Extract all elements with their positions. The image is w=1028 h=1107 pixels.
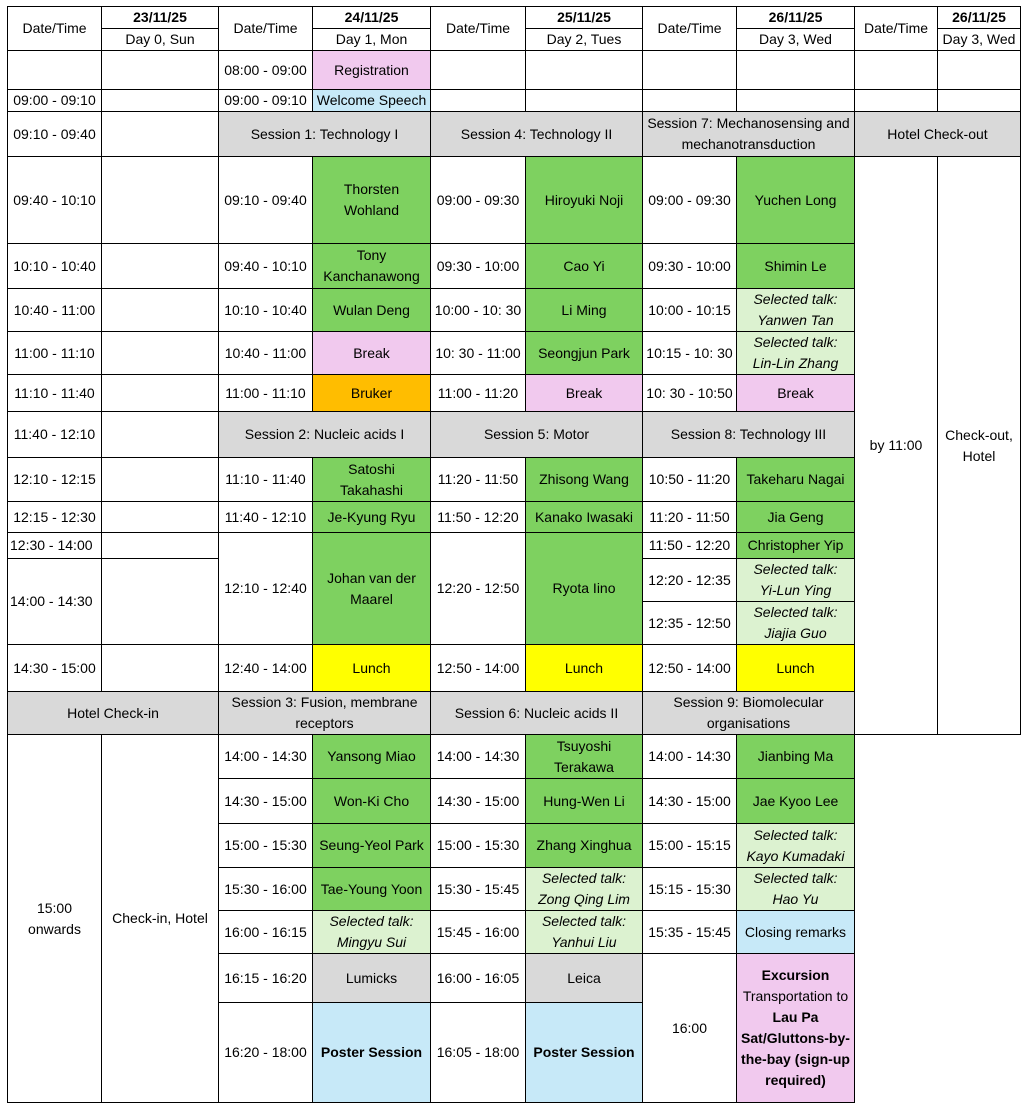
talk-speaker: Yansong Miao	[313, 735, 431, 779]
checkin-onwards: 15:00 onwards	[8, 735, 102, 1103]
empty-cell	[102, 533, 219, 559]
day3-date: 26/11/25	[737, 7, 855, 29]
day2-time: 10: 30 - 11:00	[431, 332, 526, 375]
day1-time: 16:15 - 16:20	[219, 954, 313, 1003]
day0-time: 11:40 - 12:10	[8, 412, 102, 458]
day2-time: 09:00 - 09:30	[431, 157, 526, 244]
day0-time: 12:30 - 14:00	[8, 533, 102, 559]
talk-speaker: Cao Yi	[526, 244, 643, 289]
selected-talk	[737, 289, 855, 332]
checkout-day-label: Day 3, Wed	[938, 29, 1021, 51]
day3-time: 11:50 - 12:20	[643, 533, 737, 559]
empty-cell	[737, 90, 855, 112]
talk-speaker: Hung-Wen Li	[526, 779, 643, 824]
day1-time: 09:40 - 10:10	[219, 244, 313, 289]
empty-cell	[431, 90, 526, 112]
day2-time: 15:30 - 15:45	[431, 868, 526, 911]
talk-speaker: Kanako Iwasaki	[526, 502, 643, 533]
empty-cell	[102, 375, 219, 412]
selected-talk-speaker: Hao Yu	[772, 891, 819, 907]
day2-time: 12:50 - 14:00	[431, 645, 526, 692]
talk-speaker: Seung-Yeol Park	[313, 824, 431, 868]
empty-cell	[102, 244, 219, 289]
talk-speaker: Christopher Yip	[737, 533, 855, 559]
session-title: Session 3: Fusion, membrane receptors	[219, 692, 431, 735]
day2-time: 14:00 - 14:30	[431, 735, 526, 779]
datetime-header: Date/Time	[431, 7, 526, 51]
empty-cell	[102, 289, 219, 332]
day0-time: 09:40 - 10:10	[8, 157, 102, 244]
session-title: Session 6: Nucleic acids II	[431, 692, 643, 735]
talk-speaker: Jia Geng	[737, 502, 855, 533]
day2-time: 16:05 - 18:00	[431, 1003, 526, 1103]
conference-schedule-table	[7, 6, 1021, 1103]
excursion-transport: Transportation to	[742, 988, 849, 1004]
selected-talk-label: Selected talk:	[753, 604, 838, 620]
day3-time: 10: 30 - 10:50	[643, 375, 737, 412]
talk-speaker: Takeharu Nagai	[737, 458, 855, 502]
empty-cell	[855, 90, 938, 112]
selected-talk	[737, 559, 855, 602]
day3-time: 16:00	[643, 954, 737, 1103]
selected-talk-speaker: Mingyu Sui	[336, 934, 407, 950]
selected-talk	[737, 602, 855, 645]
talk-speaker: Li Ming	[526, 289, 643, 332]
day1-time: 08:00 - 09:00	[219, 51, 313, 90]
empty-cell	[102, 90, 219, 112]
excursion-destination: Lau Pa Sat/Gluttons-by-the-bay (sign-up required)	[741, 1009, 850, 1088]
talk-speaker: Johan van der Maarel	[313, 533, 431, 645]
welcome-speech-cell: Welcome Speech	[313, 90, 431, 112]
day1-time: 11:10 - 11:40	[219, 458, 313, 502]
talk-speaker: Jae Kyoo Lee	[737, 779, 855, 824]
selected-talk-label: Selected talk:	[753, 826, 838, 843]
datetime-header: Date/Time	[643, 7, 737, 51]
day0-time: 14:00 - 14:30	[8, 559, 102, 645]
day0-time: 10:40 - 11:00	[8, 289, 102, 332]
empty-cell	[102, 332, 219, 375]
day1-time: 12:40 - 14:00	[219, 645, 313, 692]
session-title: Session 5: Motor	[431, 412, 643, 458]
day0-time: 11:10 - 11:40	[8, 375, 102, 412]
day3-time: 11:20 - 11:50	[643, 502, 737, 533]
day2-time: 15:00 - 15:30	[431, 824, 526, 868]
talk-speaker: Satoshi Takahashi	[313, 458, 431, 502]
day3-time: 15:15 - 15:30	[643, 868, 737, 911]
day0-label: Day 0, Sun	[102, 29, 219, 51]
selected-talk-speaker: Yanwen Tan	[757, 312, 834, 328]
day1-time: 09:10 - 09:40	[219, 157, 313, 244]
empty-cell	[643, 51, 737, 90]
talk-speaker: Seongjun Park	[526, 332, 643, 375]
day3-time: 10:00 - 10:15	[643, 289, 737, 332]
day1-label: Day 1, Mon	[313, 29, 431, 51]
selected-talk-label: Selected talk:	[753, 334, 838, 350]
empty-cell	[938, 90, 1021, 112]
datetime-header: Date/Time	[855, 7, 938, 51]
checkout-time: by 11:00	[855, 157, 938, 735]
checkout-text: Check-out, Hotel	[938, 157, 1021, 735]
empty-cell	[102, 157, 219, 244]
talk-speaker: Zhang Xinghua	[526, 824, 643, 868]
sponsor-bruker-cell: Bruker	[313, 375, 431, 412]
day3-time: 15:35 - 15:45	[643, 911, 737, 954]
empty-cell	[102, 559, 219, 645]
talk-speaker: Ryota Iino	[526, 533, 643, 645]
empty-cell	[431, 51, 526, 90]
selected-talk	[737, 824, 855, 868]
lunch-cell: Lunch	[526, 645, 643, 692]
empty-cell	[8, 51, 102, 90]
hotel-checkout-banner: Hotel Check-out	[855, 112, 1021, 157]
day2-time: 10:00 - 10: 30	[431, 289, 526, 332]
day1-time: 16:00 - 16:15	[219, 911, 313, 954]
selected-talk-speaker: Yanhui Liu	[551, 934, 617, 950]
day1-date: 24/11/25	[313, 7, 431, 29]
day2-time: 11:20 - 11:50	[431, 458, 526, 502]
day3-time: 09:30 - 10:00	[643, 244, 737, 289]
checkout-day-date: 26/11/25	[938, 7, 1021, 29]
selected-talk-speaker: Yi-Lun Ying	[759, 582, 832, 598]
datetime-header: Date/Time	[219, 7, 313, 51]
day0-time: 12:10 - 12:15	[8, 458, 102, 502]
day2-time: 15:45 - 16:00	[431, 911, 526, 954]
selected-talk	[526, 868, 643, 911]
day3-time: 14:30 - 15:00	[643, 779, 737, 824]
talk-speaker: Jianbing Ma	[737, 735, 855, 779]
lunch-cell: Lunch	[313, 645, 431, 692]
day2-time: 11:50 - 12:20	[431, 502, 526, 533]
empty-cell	[526, 51, 643, 90]
empty-cell	[102, 645, 219, 692]
talk-speaker: Wulan Deng	[313, 289, 431, 332]
day1-time: 10:40 - 11:00	[219, 332, 313, 375]
selected-talk-speaker: Jiajia Guo	[764, 625, 827, 641]
day1-time: 14:00 - 14:30	[219, 735, 313, 779]
selected-talk	[737, 868, 855, 911]
checkin-text: Check-in, Hotel	[102, 735, 219, 1103]
poster-session-cell: Poster Session	[526, 1003, 643, 1103]
selected-talk-label: Selected talk:	[753, 870, 838, 886]
day1-time: 16:20 - 18:00	[219, 1003, 313, 1103]
sponsor-leica-cell: Leica	[526, 954, 643, 1003]
day1-time: 11:40 - 12:10	[219, 502, 313, 533]
day3-time: 15:00 - 15:15	[643, 824, 737, 868]
session-title: Session 7: Mechanosensing and mechanotransduction	[643, 112, 855, 157]
selected-talk-speaker: Lin-Lin Zhang	[752, 355, 839, 371]
day2-time: 14:30 - 15:00	[431, 779, 526, 824]
selected-talk	[737, 332, 855, 375]
day2-date: 25/11/25	[526, 7, 643, 29]
empty-cell	[737, 51, 855, 90]
empty-cell	[526, 90, 643, 112]
day1-time: 11:00 - 11:10	[219, 375, 313, 412]
day2-label: Day 2, Tues	[526, 29, 643, 51]
day3-time: 12:20 - 12:35	[643, 559, 737, 602]
day3-time: 12:35 - 12:50	[643, 602, 737, 645]
poster-session-cell: Poster Session	[313, 1003, 431, 1103]
selected-talk-label: Selected talk:	[541, 913, 627, 929]
day0-time: 14:30 - 15:00	[8, 645, 102, 692]
day1-time: 10:10 - 10:40	[219, 289, 313, 332]
empty-cell	[102, 458, 219, 502]
talk-speaker: Je-Kyung Ryu	[313, 502, 431, 533]
sponsor-lumicks-cell: Lumicks	[313, 954, 431, 1003]
excursion-title: Excursion	[761, 967, 830, 983]
talk-speaker: Hiroyuki Noji	[526, 157, 643, 244]
closing-remarks-cell: Closing remarks	[737, 911, 855, 954]
day0-time: 09:00 - 09:10	[8, 90, 102, 112]
empty-cell	[102, 412, 219, 458]
session-title: Session 9: Biomolecular organisations	[643, 692, 855, 735]
registration-cell: Registration	[313, 51, 431, 90]
break-cell: Break	[737, 375, 855, 412]
talk-speaker: Zhisong Wang	[526, 458, 643, 502]
selected-talk-speaker: Kayo Kumadaki	[746, 847, 845, 864]
talk-speaker: Tsuyoshi Terakawa	[526, 735, 643, 779]
talk-speaker: Tony Kanchanawong	[313, 244, 431, 289]
session-title: Session 1: Technology I	[219, 112, 431, 157]
empty-cell	[938, 51, 1021, 90]
talk-speaker: Shimin Le	[737, 244, 855, 289]
day1-time: 15:30 - 16:00	[219, 868, 313, 911]
day1-time: 14:30 - 15:00	[219, 779, 313, 824]
day2-time: 11:00 - 11:20	[431, 375, 526, 412]
day3-label: Day 3, Wed	[737, 29, 855, 51]
empty-cell	[102, 112, 219, 157]
day0-time: 10:10 - 10:40	[8, 244, 102, 289]
day1-time: 09:00 - 09:10	[219, 90, 313, 112]
session-title: Session 2: Nucleic acids I	[219, 412, 431, 458]
break-cell: Break	[526, 375, 643, 412]
day0-time: 11:00 - 11:10	[8, 332, 102, 375]
lunch-cell: Lunch	[737, 645, 855, 692]
day0-date: 23/11/25	[102, 7, 219, 29]
excursion-cell	[737, 954, 855, 1103]
day2-time: 12:20 - 12:50	[431, 533, 526, 645]
empty-cell	[102, 502, 219, 533]
day2-time: 16:00 - 16:05	[431, 954, 526, 1003]
day3-time: 10:15 - 10: 30	[643, 332, 737, 375]
talk-speaker: Won-Ki Cho	[313, 779, 431, 824]
selected-talk	[313, 911, 431, 954]
day0-time: 09:10 - 09:40	[8, 112, 102, 157]
hotel-checkin-banner: Hotel Check-in	[8, 692, 219, 735]
empty-cell	[102, 51, 219, 90]
selected-talk-label: Selected talk:	[329, 913, 414, 929]
day3-time: 09:00 - 09:30	[643, 157, 737, 244]
selected-talk-label: Selected talk:	[541, 870, 627, 886]
empty-cell	[643, 90, 737, 112]
selected-talk-label: Selected talk:	[753, 291, 838, 307]
day3-time: 12:50 - 14:00	[643, 645, 737, 692]
day3-time: 14:00 - 14:30	[643, 735, 737, 779]
selected-talk	[526, 911, 643, 954]
selected-talk-speaker: Zong Qing Lim	[538, 891, 630, 907]
talk-speaker: Thorsten Wohland	[313, 157, 431, 244]
talk-speaker: Yuchen Long	[737, 157, 855, 244]
day1-time: 12:10 - 12:40	[219, 533, 313, 645]
day0-time: 12:15 - 12:30	[8, 502, 102, 533]
day2-time: 09:30 - 10:00	[431, 244, 526, 289]
day3-time: 10:50 - 11:20	[643, 458, 737, 502]
break-cell: Break	[313, 332, 431, 375]
session-title: Session 4: Technology II	[431, 112, 643, 157]
session-title: Session 8: Technology III	[643, 412, 855, 458]
day1-time: 15:00 - 15:30	[219, 824, 313, 868]
datetime-header: Date/Time	[8, 7, 102, 51]
empty-cell	[855, 51, 938, 90]
selected-talk-label: Selected talk:	[753, 561, 838, 577]
talk-speaker: Tae-Young Yoon	[313, 868, 431, 911]
